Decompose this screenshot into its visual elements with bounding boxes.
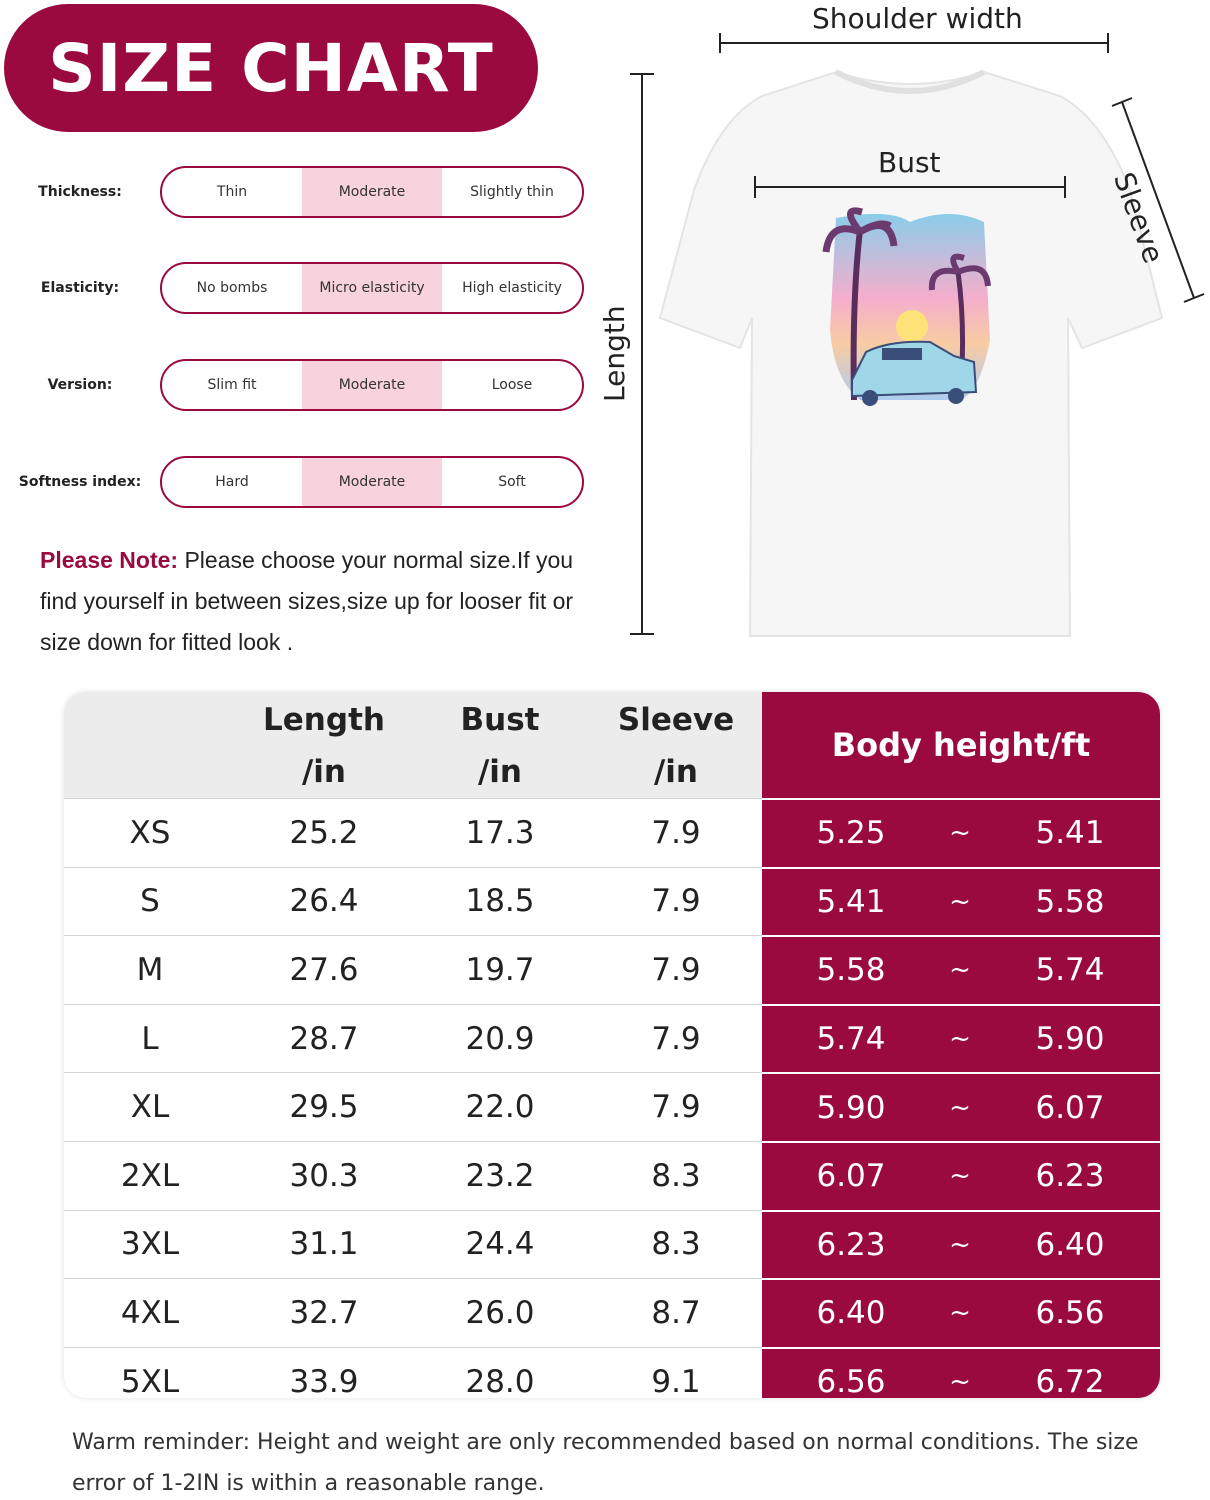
attribute-option-selected: Micro elasticity [302,264,442,312]
attribute-row-elasticity [0,262,600,314]
attribute-option-selected: Moderate [302,168,442,216]
row-cells [64,867,762,936]
range-separator: ~ [949,1367,971,1398]
length-cell: 33.9 [289,1363,359,1398]
size-cell: 2XL [120,1157,180,1194]
bust-cell: 18.5 [465,883,535,920]
sleeve-label: Sleeve [1106,168,1171,268]
height-range [762,1210,1160,1279]
tshirt-measurement-diagram [590,0,1210,660]
range-separator: ~ [949,886,971,917]
height-range [762,1004,1160,1073]
height-min-cell: 6.56 [816,1364,886,1398]
height-range [762,1141,1160,1210]
attribute-option: No bombs [196,280,268,296]
size-cell: 4XL [120,1294,180,1331]
header-sleeve-unit: /in [653,754,699,790]
height-min-cell: 6.23 [816,1226,886,1263]
table-header [64,692,1160,798]
note-prefix: Please Note: [40,547,179,573]
attribute-option: Soft [498,474,526,490]
height-max-cell: 5.74 [1035,952,1105,989]
row-cells [64,1278,762,1347]
size-cell: L [141,1020,159,1057]
tshirt-icon [590,0,1210,660]
range-separator: ~ [949,1161,971,1192]
sleeve-cell: 8.3 [651,1226,701,1263]
header-sleeve [588,692,764,798]
size-cell: XS [129,814,171,851]
range-separator: ~ [949,1298,971,1329]
length-cell: 26.4 [289,883,359,920]
height-max-cell: 6.40 [1035,1226,1105,1263]
bust-label: Bust [878,146,941,179]
sleeve-cell: 8.3 [651,1157,701,1194]
size-chart-title-badge [4,4,538,132]
sleeve-cell: 9.1 [651,1363,701,1398]
attribute-option: Loose [491,377,533,393]
table-row [64,1004,1160,1073]
length-cell: 30.3 [289,1157,359,1194]
height-max-cell: 5.90 [1035,1021,1105,1058]
height-max-cell: 6.56 [1035,1295,1105,1332]
sleeve-cell: 7.9 [651,1089,701,1126]
length-label: Length [598,305,631,402]
bust-cell: 28.0 [465,1363,535,1398]
sleeve-cell: 7.9 [651,1020,701,1057]
attribute-row-softness [0,456,600,508]
height-min-cell: 5.25 [816,815,886,852]
header-bust [412,692,588,798]
length-cell: 28.7 [289,1020,359,1057]
table-row [64,1072,1160,1141]
warm-reminder: Warm reminder: Height and weight are only recommended based on normal conditions. The size error of 1-2IN is within a reasonable range. [72,1430,1139,1496]
height-max-cell: 6.23 [1035,1158,1105,1195]
size-cell: XL [130,1089,170,1126]
length-cell: 31.1 [289,1226,359,1263]
size-cell: 3XL [120,1226,180,1263]
attribute-label: Version: [47,377,113,393]
size-note [40,540,600,663]
size-cell: 5XL [120,1363,180,1398]
height-range [762,935,1160,1004]
height-min-cell: 5.41 [816,883,886,920]
size-table [64,692,1160,1398]
header-length-unit: /in [301,754,347,790]
attribute-option-selected: Moderate [302,458,442,506]
height-min-cell: 6.40 [816,1295,886,1332]
bust-cell: 26.0 [465,1294,535,1331]
header-bust-unit: /in [477,754,523,790]
row-cells [64,1072,762,1141]
range-separator: ~ [949,818,971,849]
height-max-cell: 6.72 [1035,1364,1105,1398]
attribute-option: Hard [215,474,249,490]
size-cell: M [136,951,164,988]
table-row [64,1210,1160,1279]
attribute-row-version [0,359,600,411]
range-separator: ~ [949,1092,971,1123]
sleeve-cell: 7.9 [651,814,701,851]
header-bust-name: Bust [460,702,540,738]
attribute-option: High elasticity [462,280,562,296]
bust-cell: 22.0 [465,1089,535,1126]
header-length-name: Length [263,702,385,738]
attribute-option: Thin [216,184,248,200]
height-range [762,867,1160,936]
range-separator: ~ [949,1024,971,1055]
page-title: SIZE CHART [48,29,494,107]
length-cell: 25.2 [289,814,359,851]
attribute-scale [160,166,584,218]
row-cells [64,798,762,867]
height-max-cell: 6.07 [1035,1089,1105,1126]
bust-cell: 24.4 [465,1226,535,1263]
row-cells [64,1141,762,1210]
table-row [64,1347,1160,1398]
size-cell: S [140,883,160,920]
height-range [762,1278,1160,1347]
bust-cell: 20.9 [465,1020,535,1057]
height-max-cell: 5.41 [1035,815,1105,852]
table-row [64,867,1160,936]
range-separator: ~ [949,955,971,986]
attribute-scale [160,456,584,508]
shoulder-width-label: Shoulder width [812,2,1023,35]
table-row [64,1141,1160,1210]
table-row [64,935,1160,1004]
range-separator: ~ [949,1229,971,1260]
length-cell: 29.5 [289,1089,359,1126]
height-min-cell: 6.07 [816,1158,886,1195]
attribute-option: Slightly thin [470,184,554,200]
row-cells [64,935,762,1004]
row-cells [64,1210,762,1279]
height-range [762,1072,1160,1141]
bust-cell: 17.3 [465,814,535,851]
sleeve-cell: 7.9 [651,883,701,920]
bust-cell: 19.7 [465,951,535,988]
table-row [64,798,1160,867]
row-cells [64,1004,762,1073]
height-max-cell: 5.58 [1035,883,1105,920]
row-cells [64,1347,762,1398]
attribute-label: Elasticity: [40,280,120,296]
header-sleeve-name: Sleeve [617,702,735,738]
bust-cell: 23.2 [465,1157,535,1194]
header-body-height: Body height/ft [762,692,1160,798]
attribute-option-selected: Moderate [302,361,442,409]
attribute-row-thickness [0,166,600,218]
height-range [762,798,1160,867]
header-length [236,692,412,798]
height-min-cell: 5.90 [816,1089,886,1126]
attribute-scale [160,359,584,411]
sleeve-cell: 7.9 [651,951,701,988]
attribute-label: Thickness: [38,184,122,200]
attribute-label: Softness index: [18,474,142,490]
sleeve-cell: 8.7 [651,1294,701,1331]
height-min-cell: 5.74 [816,1021,886,1058]
attribute-option: Slim fit [207,377,257,393]
table-row [64,1278,1160,1347]
length-cell: 27.6 [289,951,359,988]
length-cell: 32.7 [289,1294,359,1331]
height-range [762,1347,1160,1398]
height-min-cell: 5.58 [816,952,886,989]
note-text: Please choose your normal size.If you find yourself in between sizes,size up for looser fit or size down for fitted look . [40,547,574,655]
attribute-scale [160,262,584,314]
